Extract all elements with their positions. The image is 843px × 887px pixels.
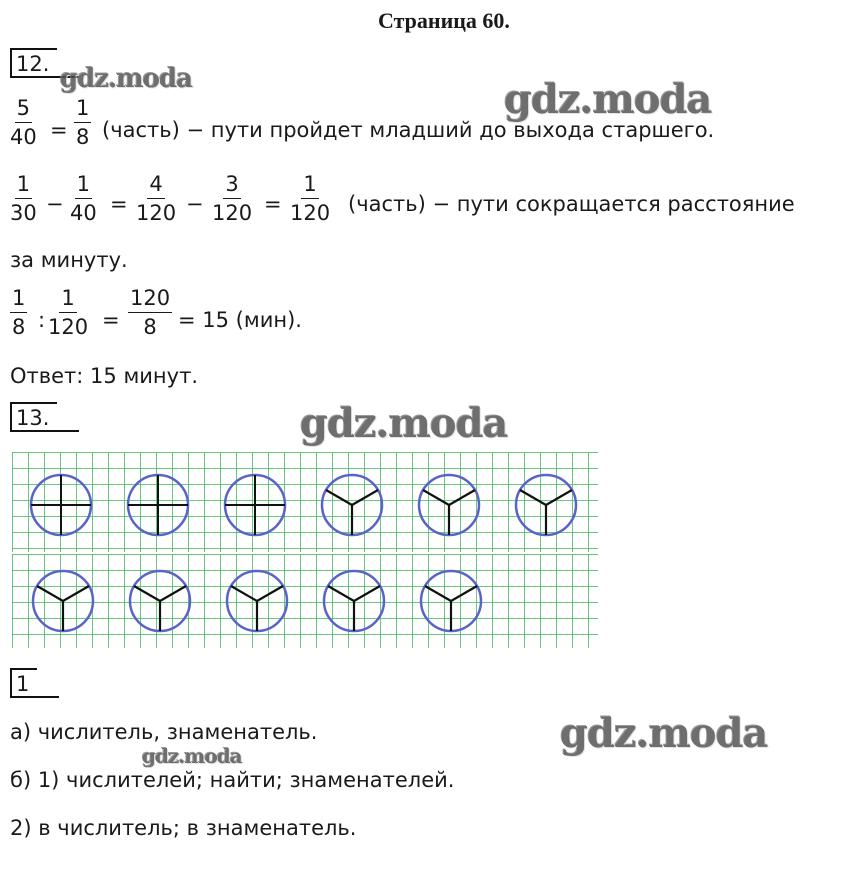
divider-line (520, 490, 546, 505)
numerator: 5 (15, 96, 32, 123)
denominator: 30 (10, 201, 37, 226)
denominator: 40 (10, 125, 37, 150)
divider-line (451, 586, 477, 601)
divider-line (326, 490, 352, 505)
row2-circle-1 (33, 571, 93, 631)
task-12-line2-continuation: за минуту. (10, 248, 128, 272)
divider-line (449, 490, 475, 505)
divider-line (354, 586, 380, 601)
denominator: 8 (76, 125, 90, 150)
numerator: 1 (301, 172, 318, 199)
divider-line (546, 490, 572, 505)
denominator: 8 (143, 315, 157, 340)
task-14-answer-a: а) числитель, знаменатель. (10, 720, 318, 744)
divider-line (328, 586, 354, 601)
minus-sign: − (46, 192, 64, 216)
equals-sign: = (110, 192, 128, 216)
row1-circle-2 (128, 475, 188, 535)
watermark-logo: gdz.moda (142, 744, 242, 768)
divider-line (134, 586, 160, 601)
watermark-logo: gdz.moda (560, 710, 768, 757)
numerator: 3 (223, 172, 240, 199)
task-12-line1-text: (часть) − пути пройдет младший до выхода старшего. (102, 118, 715, 142)
denominator: 120 (290, 201, 331, 226)
task-12-number: 12. (10, 48, 57, 78)
watermark-logo: gdz.moda (300, 400, 508, 447)
numerator: 4 (147, 172, 164, 199)
row1-circle-5 (419, 475, 479, 535)
numerator: 1 (75, 172, 92, 199)
row1-circle-1 (31, 475, 91, 535)
equals-sign: = (50, 118, 68, 142)
row2-circle-3 (227, 571, 287, 631)
numerator: 1 (10, 286, 27, 313)
divider-line (231, 586, 257, 601)
task-14-answer-b: б) 1) числителей; найти; знаменателей. (10, 768, 455, 792)
row1-circle-3 (225, 475, 285, 535)
denominator: 8 (12, 315, 26, 340)
numerator: 1 (15, 172, 32, 199)
row1-circle-6 (516, 475, 576, 535)
task-14-number: 1 (10, 668, 37, 698)
denominator: 120 (48, 315, 89, 340)
numerator: 1 (74, 96, 91, 123)
division-sign: : (38, 308, 46, 332)
divider-line (37, 586, 63, 601)
watermark-logo: gdz.moda (60, 64, 193, 94)
equals-sign: = (102, 308, 120, 332)
divider-line (160, 586, 186, 601)
row2-circle-4 (324, 571, 384, 631)
equals-sign: = (264, 192, 282, 216)
numerator: 1 (59, 286, 76, 313)
divider-line (423, 490, 449, 505)
minus-sign: − (186, 192, 204, 216)
denominator: 120 (212, 201, 253, 226)
denominator: 120 (136, 201, 177, 226)
row2-circle-5 (421, 571, 481, 631)
row2-circle-2 (130, 571, 190, 631)
task-12-line2-text: (часть) − пути сокращается расстояние (348, 192, 795, 216)
task-13-number: 13. (10, 402, 57, 432)
divider-line (352, 490, 378, 505)
divider-line (257, 586, 283, 601)
denominator: 40 (70, 201, 97, 226)
watermark-logo: gdz.moda (504, 76, 712, 123)
task-12-line3-result: = 15 (мин). (178, 308, 302, 332)
task-12-answer: Ответ: 15 минут. (10, 364, 198, 388)
row1-circle-4 (322, 475, 382, 535)
task-14-answer-c: 2) в числитель; в знаменатель. (10, 816, 357, 840)
divider-line (425, 586, 451, 601)
page-title: Страница 60. (378, 8, 510, 33)
divider-line (63, 586, 89, 601)
numerator: 120 (128, 286, 172, 313)
